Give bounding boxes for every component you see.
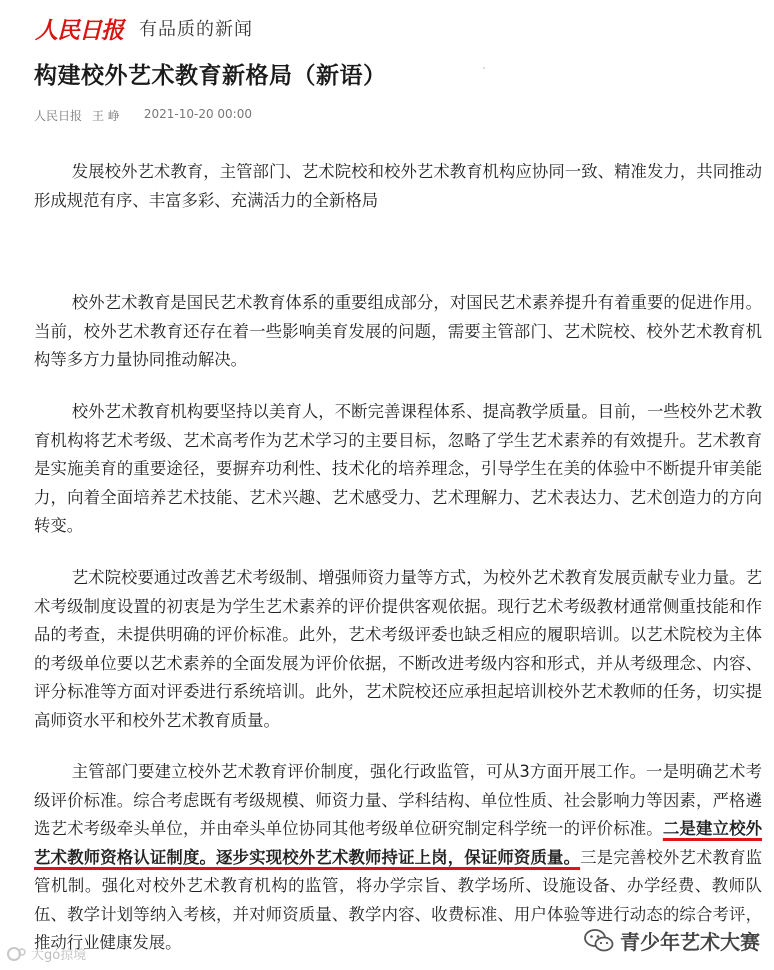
watermark-logo-icon bbox=[6, 946, 28, 962]
article-author: 王 峥 bbox=[92, 109, 120, 123]
watermark-left-text: 大gó掠境 bbox=[31, 948, 87, 963]
watermark-left bbox=[6, 944, 86, 963]
p5-text-after: 三是完善校外艺术教育监管机制。强化对校外艺术教育机构的监管，将办学宗旨、教学场所、设施设备、办学经费、教师队伍、教学计划等纳入考核，并对师资质量、教学内容、收费标准、用户体验等进行动态的综合考评，推动行业健康发展。 bbox=[34, 847, 763, 952]
article-title: 构建校外艺术教育新格局（新语） bbox=[34, 63, 387, 89]
site-header bbox=[35, 12, 253, 44]
article-paragraph-3: 校外艺术教育机构要坚持以美育人，不断完善课程体系、提高教学质量。目前，一些校外艺术教育机构将艺术考级、艺术高考作为艺术学习的主要目标，忽略了学生艺术素养的有效提升。艺术教育是实施美育的重要途径，要摒弃功利性、技术化的培养理念，引导学生在美的体验中不断提升审美能力，向着全面培养艺术技能、艺术兴趣、艺术感受力、艺术理解力、艺术表达力、艺术创造力的方向转变。 bbox=[34, 402, 762, 535]
article-paragraph-2: 校外艺术教育是国民艺术教育体系的重要组成部分，对国民艺术素养提升有着重要的促进作用。当前，校外艺术教育还存在着一些影响美育发展的问题，需要主管部门、艺术院校、校外艺术教育机构等多方力量协同推动解决。 bbox=[34, 293, 762, 369]
site-slogan: 有品质的新闻 bbox=[139, 19, 253, 40]
watermark-right-text: 青少年艺术大赛 bbox=[620, 930, 760, 954]
article-meta bbox=[34, 107, 252, 124]
decorative-dot bbox=[483, 67, 485, 69]
peoples-daily-logo[interactable]: 人民日报 bbox=[35, 16, 123, 44]
p5-highlighted-text: 二是建立校外艺术教师资格认证制度。逐步实现校外艺术教师持证上岗，保证师资质量。 bbox=[34, 819, 763, 867]
watermark-right bbox=[580, 924, 764, 957]
article-source[interactable]: 人民日报 bbox=[34, 109, 83, 123]
p5-text-before: 主管部门要建立校外艺术教育评价制度，强化行政监管，可从3方面开展工作。一是明确艺术考级评价标准。综合考虑既有考级规模、师资力量、学科结构、单位性质、社会影响力等因素，严格遴选艺术考级牵头单位，并由牵头单位协同其他考级单位研究制定科学统一的评价标准。 bbox=[34, 762, 762, 838]
article-datetime: 2021-10-20 00:00 bbox=[143, 107, 252, 121]
article-paragraph-1: 发展校外艺术教育，主管部门、艺术院校和校外艺术教育机构应协同一致、精准发力，共同推动形成规范有序、丰富多彩、充满活力的全新格局 bbox=[34, 162, 762, 210]
wechat-icon bbox=[584, 928, 614, 954]
article-paragraph-4: 艺术院校要通过改善艺术考级制、增强师资力量等方式，为校外艺术教育发展贡献专业力量。艺术考级制度设置的初衷是为学生艺术素养的评价提供客观依据。现行艺术考级教材通常侧重技能和作品的考查，未提供明确的评价标准。此外，艺术考级评委也缺乏相应的履职培训。以艺术院校为主体的考级单位要以艺术素养的全面发展为评价依据，不断改进考级内容和形式，并从考级理念、内容、评分标准等方面对评委进行系统培训。此外，艺术院校还应承担起培训校外艺术教师的任务，切实提高师资水平和校外艺术教育质量。 bbox=[34, 568, 762, 730]
